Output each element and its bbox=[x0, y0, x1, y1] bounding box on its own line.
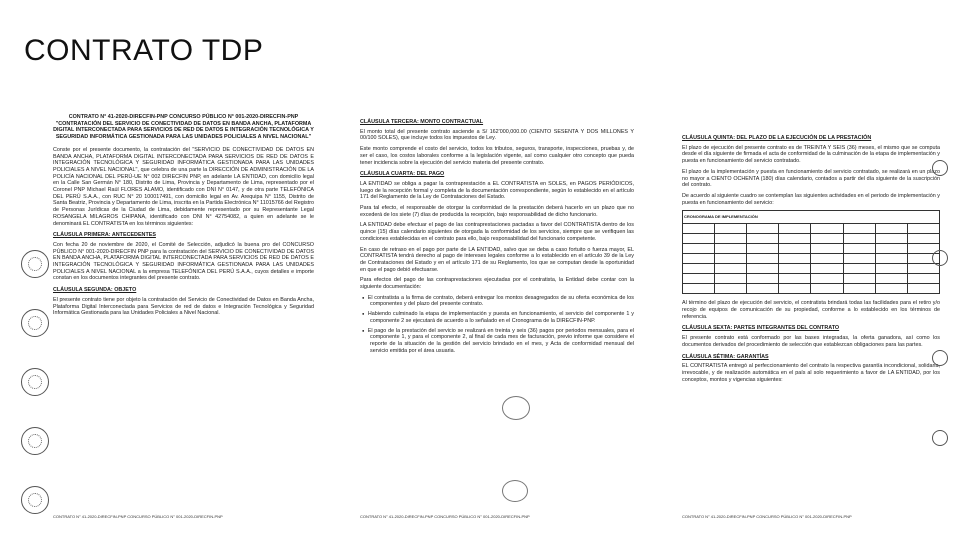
seal-stamp-icon bbox=[21, 250, 49, 278]
list-item: ● Habiendo culminado la etapa de implementación y puesta en funcionamiento, el servicio del componente 1 y componente 2 se ejecutará de acuerdo a lo señalado en el Cronograma de la DIRECFIN-PNP. bbox=[370, 311, 634, 324]
clause-5-text-a: El plazo de ejecución del presente contrato es de TREINTA Y SEIS (36) meses, el mismo que se computa desde el día siguiente de firmada el acta de conformidad de la culminación de la etapa de implementación y puesta en funcionamiento del servicio contratado. bbox=[682, 144, 940, 165]
clause-5-text-d: Al término del plazo de ejecución del servicio, el contratista brindará todas las facilidades para el retiro y/o recojo de equipos de comunicación de su propiedad, conforme a lo establecido en los términos de referencia. bbox=[682, 300, 940, 320]
seal-stamp-icon bbox=[932, 160, 948, 176]
table-row bbox=[683, 254, 940, 264]
contract-page-2 bbox=[352, 100, 638, 530]
slide-title: CONTRATO TDP bbox=[24, 34, 264, 67]
clause-2-text: El presente contrato tiene por objeto la contratación del Servicio de Conectividad de Datos en Banda Ancha, Plataforma Digital Interconectada para Servicios de red de datos e Integración Tecnológica y Seguridad Informática Gestionada para las Unidades Policiales a Nivel Nacional. bbox=[53, 296, 314, 317]
clause-1-text: Con fecha 20 de noviembre de 2020, el Comité de Selección, adjudicó la buena pro del CONCURSO PÚBLICO N° 001-2020-DIRECFIN PNP para la contratación del SERVICIO DE CONECTIVIDAD DE DATOS EN BANDA ANCHA, PLATAFORMA DIGITAL INTERCONECTADA PARA SERVICIOS DE RED DE DATOS E INTEGRACIÓN TECNOLÓGICA Y SEGURIDAD INFORMÁTICA GESTIONADA PARA LAS UNIDADES POLICIALES A NIVEL NACIONAL a la empresa TELEFÓNICA DEL PERÚ S.A.A., cuyos detalles e importe constan en los documentos integrantes del presente contrato. bbox=[53, 241, 314, 282]
clause-1-heading: CLÁUSULA PRIMERA: ANTECEDENTES bbox=[53, 232, 156, 239]
seal-stamp-icon bbox=[932, 350, 948, 366]
table-header: CRONOGRAMA DE IMPLEMENTACIÓN bbox=[683, 211, 940, 224]
table-row bbox=[683, 244, 940, 254]
clause-2-heading: CLÁUSULA SEGUNDA: OBJETO bbox=[53, 287, 137, 294]
clause-4-text-d: En caso de retraso en el pago por parte de LA ENTIDAD, salvo que se deba a caso fortuito o fuerza mayor, EL CONTRATISTA tendrá derecho al pago de intereses legales conforme a lo establecido en el artículo 39 de la Ley de Contrataciones del Estado y en el artículo 171 de su Reglamento, los que se computan desde la oportunidad en que el pago debió efectuarse. bbox=[360, 246, 634, 273]
page-1-footer: CONTRATO N° 41-2020-DIRECFIN-PNP CONCURSO PÚBLICO N° 001-2020-DIRECFIN-PNP bbox=[53, 514, 223, 520]
clause-4-text-c: LA ENTIDAD debe efectuar el pago de las contraprestaciones pactadas a favor del CONTRATISTA dentro de los quince (15) días calendario siguientes de otorgada la conformidad de los servicios, siempre que se verifiquen las condiciones establecidas en el contrato para ello, bajo responsabilidad del funcionario competente. bbox=[360, 222, 634, 242]
margin-seals bbox=[15, 250, 55, 530]
seal-stamp-icon bbox=[21, 309, 49, 337]
page-2-footer: CONTRATO N° 41-2020-DIRECFIN-PNP CONCURSO PÚBLICO N° 001-2020-DIRECFIN-PNP bbox=[360, 514, 530, 520]
clause-4-text-b: Para tal efecto, el responsable de otorgar la conformidad de la prestación deberá hacerlo en un plazo que no excederá de los siete (7) días de producida la recepción, bajo responsabilidad de dicho funcionario. bbox=[360, 205, 634, 218]
clause-4-text-e: Para efectos del pago de las contraprestaciones ejecutadas por el contratista, la Entidad debe contar con la siguiente documentación: bbox=[360, 277, 634, 291]
seal-stamp-icon bbox=[932, 430, 948, 446]
table-row bbox=[683, 284, 940, 294]
page-2-text bbox=[360, 114, 634, 358]
signature-stamp-icon bbox=[502, 396, 530, 420]
contract-page-3 bbox=[668, 100, 950, 530]
table-row bbox=[683, 264, 940, 274]
payment-bullets bbox=[367, 294, 635, 355]
table-row bbox=[683, 234, 940, 244]
implementation-schedule-table bbox=[682, 210, 940, 294]
clause-5-text-c: De acuerdo al siguiente cuadro se contemplan las siguientes actividades en el periodo de implementación y puesta en funcionamiento del servicio: bbox=[682, 192, 940, 206]
list-item: ● El pago de la prestación del servicio se realizará en treinta y seis (36) pagos por periodos mensuales, para el componente 1, y para el componente 2, al final de cada mes de facturación, previo informe que considere el reporte de la situación de la gestión del servicio brindado en el mes, y Acta de conformidad mensual del servicio emitida por el área usuaria. bbox=[370, 328, 634, 355]
seal-stamp-icon bbox=[932, 250, 948, 266]
signature-stamp-icon bbox=[502, 480, 528, 502]
clause-6-text: El presente contrato está conformado por las bases integradas, la oferta ganadora, así como los documentos derivados del procedimiento de selección que establezcan obligaciones para las partes. bbox=[682, 335, 940, 348]
clause-7-heading: CLÁUSULA SÉTIMA: GARANTÍAS bbox=[682, 353, 769, 360]
page-3-text bbox=[682, 130, 940, 387]
clause-4-text-a: LA ENTIDAD se obliga a pagar la contraprestación a EL CONTRATISTA en SOLES, en PAGOS PERIÓDICOS, luego de la recepción formal y completa de la documentación correspondiente, según lo establecido en el artículo 171 del Reglamento de la Ley de Contrataciones del Estado. bbox=[360, 180, 634, 201]
clause-5-text-b: El plazo de la implementación y puesta en funcionamiento del servicio contratado, se realizará en un plazo no mayor a CIENTO OCHENTA (180) días calendario, contados a partir del día siguiente de la suscripción del contrato. bbox=[682, 168, 940, 189]
list-item: ● El contratista a la firma de contrato, deberá entregar los montos desagregados de su oferta económica de los componentes y del plazo del presente contrato. bbox=[370, 295, 634, 308]
seal-stamp-icon bbox=[21, 427, 49, 455]
clause-3-text-a: El monto total del presente contrato asciende a S/ 162'000,000.00 (CIENTO SESENTA Y DOS MILLONES Y 00/100 SOLES), que incluye todos los impuestos de Ley. bbox=[360, 128, 634, 142]
clause-5-heading: CLÁUSULA QUINTA: DEL PLAZO DE LA EJECUCIÓN DE LA PRESTACIÓN bbox=[682, 135, 872, 141]
clause-3-text-b: Este monto comprende el costo del servicio, todos los tributos, seguros, transporte, inspecciones, pruebas y, de ser el caso, los costos laborales conforme a la legislación vigente, así como cualquier otro concepto que pueda tener incidencia sobre la ejecución del servicio materia del presente contrato. bbox=[360, 146, 634, 166]
clause-4-heading: CLÁUSULA CUARTA: DEL PAGO bbox=[360, 171, 445, 178]
contract-header: CONTRATO N° 41-2020-DIRECFIN-PNP CONCURSO PÚBLICO N° 001-2020-DIRECFIN-PNP "CONTRATACIÓN DEL SERVICIO DE CONECTIVIDAD DE DATOS EN BANDA ANCHA, PLATAFORMA DIGITAL INTERCONECTADA PARA SERVICIOS DE RED DE DATOS E INTEGRACIÓN TECNOLÓGICA Y SEGURIDAD INFORMÁTICA GESTIONADA PARA LAS UNIDADES POLICIALES A NIVEL NACIONAL" bbox=[53, 114, 314, 141]
intro-paragraph: Conste por el presente documento, la contratación del "SERVICIO DE CONECTIVIDAD DE DATOS EN BANDA ANCHA, PLATAFORMA DIGITAL INTERCONECTADA PARA SERVICIOS DE RED DE DATOS E INTEGRACIÓN TECNOLÓGICA Y SEGURIDAD INFORMÁTICA GESTIONADA PARA LAS UNIDADES POLICIALES A NIVEL NACIONAL", que celebra de una parte la DIRECCIÓN DE ADMINISTRACIÓN DE LA POLICÍA NACIONAL DEL PERÚ-UE N° 002 DIRECFIN PNP, en adelante LA ENTIDAD, con domicilio legal en la Calle San Germán N° 180, Distrito de Lima, Provincia y Departamento de Lima, representado por el Coronel PNP Michael Raúl FLORES ALAMO, identificado con DNI N° 0147, y de otra parte TELEFÓNICA DEL PERÚ S.A.A., con RUC N° 20 100017491, con domicilio legal en Av. Arequipa N° 1155, Distrito de Santa Beatriz, Provincia y Departamento de Lima, inscrita en la Partida Electrónica N° 11015766 del Registro de Personas Jurídicas de la Ciudad de Lima, debidamente representado por su Representante Legal ROSANGELA MILAGROS CHIPANA, identificado con DNI N° 42754082, a quien en adelante se le denominará EL CONTRATISTA en los términos siguientes: bbox=[53, 146, 314, 227]
table-row bbox=[683, 274, 940, 284]
clause-7-text: EL CONTRATISTA entregó al perfeccionamiento del contrato la respectiva garantía incondicional, solidaria, irrevocable, y de realización automática en el país al solo requerimiento a favor de LA ENTIDAD, por los conceptos, montos y vigencias siguientes: bbox=[682, 363, 940, 383]
page-3-footer: CONTRATO N° 41-2020-DIRECFIN-PNP CONCURSO PÚBLICO N° 001-2020-DIRECFIN-PNP bbox=[682, 514, 852, 520]
contract-page-1 bbox=[15, 100, 320, 530]
clause-3-heading: CLÁUSULA TERCERA: MONTO CONTRACTUAL bbox=[360, 119, 484, 125]
seal-stamp-icon bbox=[21, 486, 49, 514]
page-1-text bbox=[53, 114, 314, 321]
seal-stamp-icon bbox=[21, 368, 49, 396]
table-row bbox=[683, 224, 940, 234]
clause-6-heading: CLÁUSULA SEXTA: PARTES INTEGRANTES DEL CONTRATO bbox=[682, 325, 840, 332]
